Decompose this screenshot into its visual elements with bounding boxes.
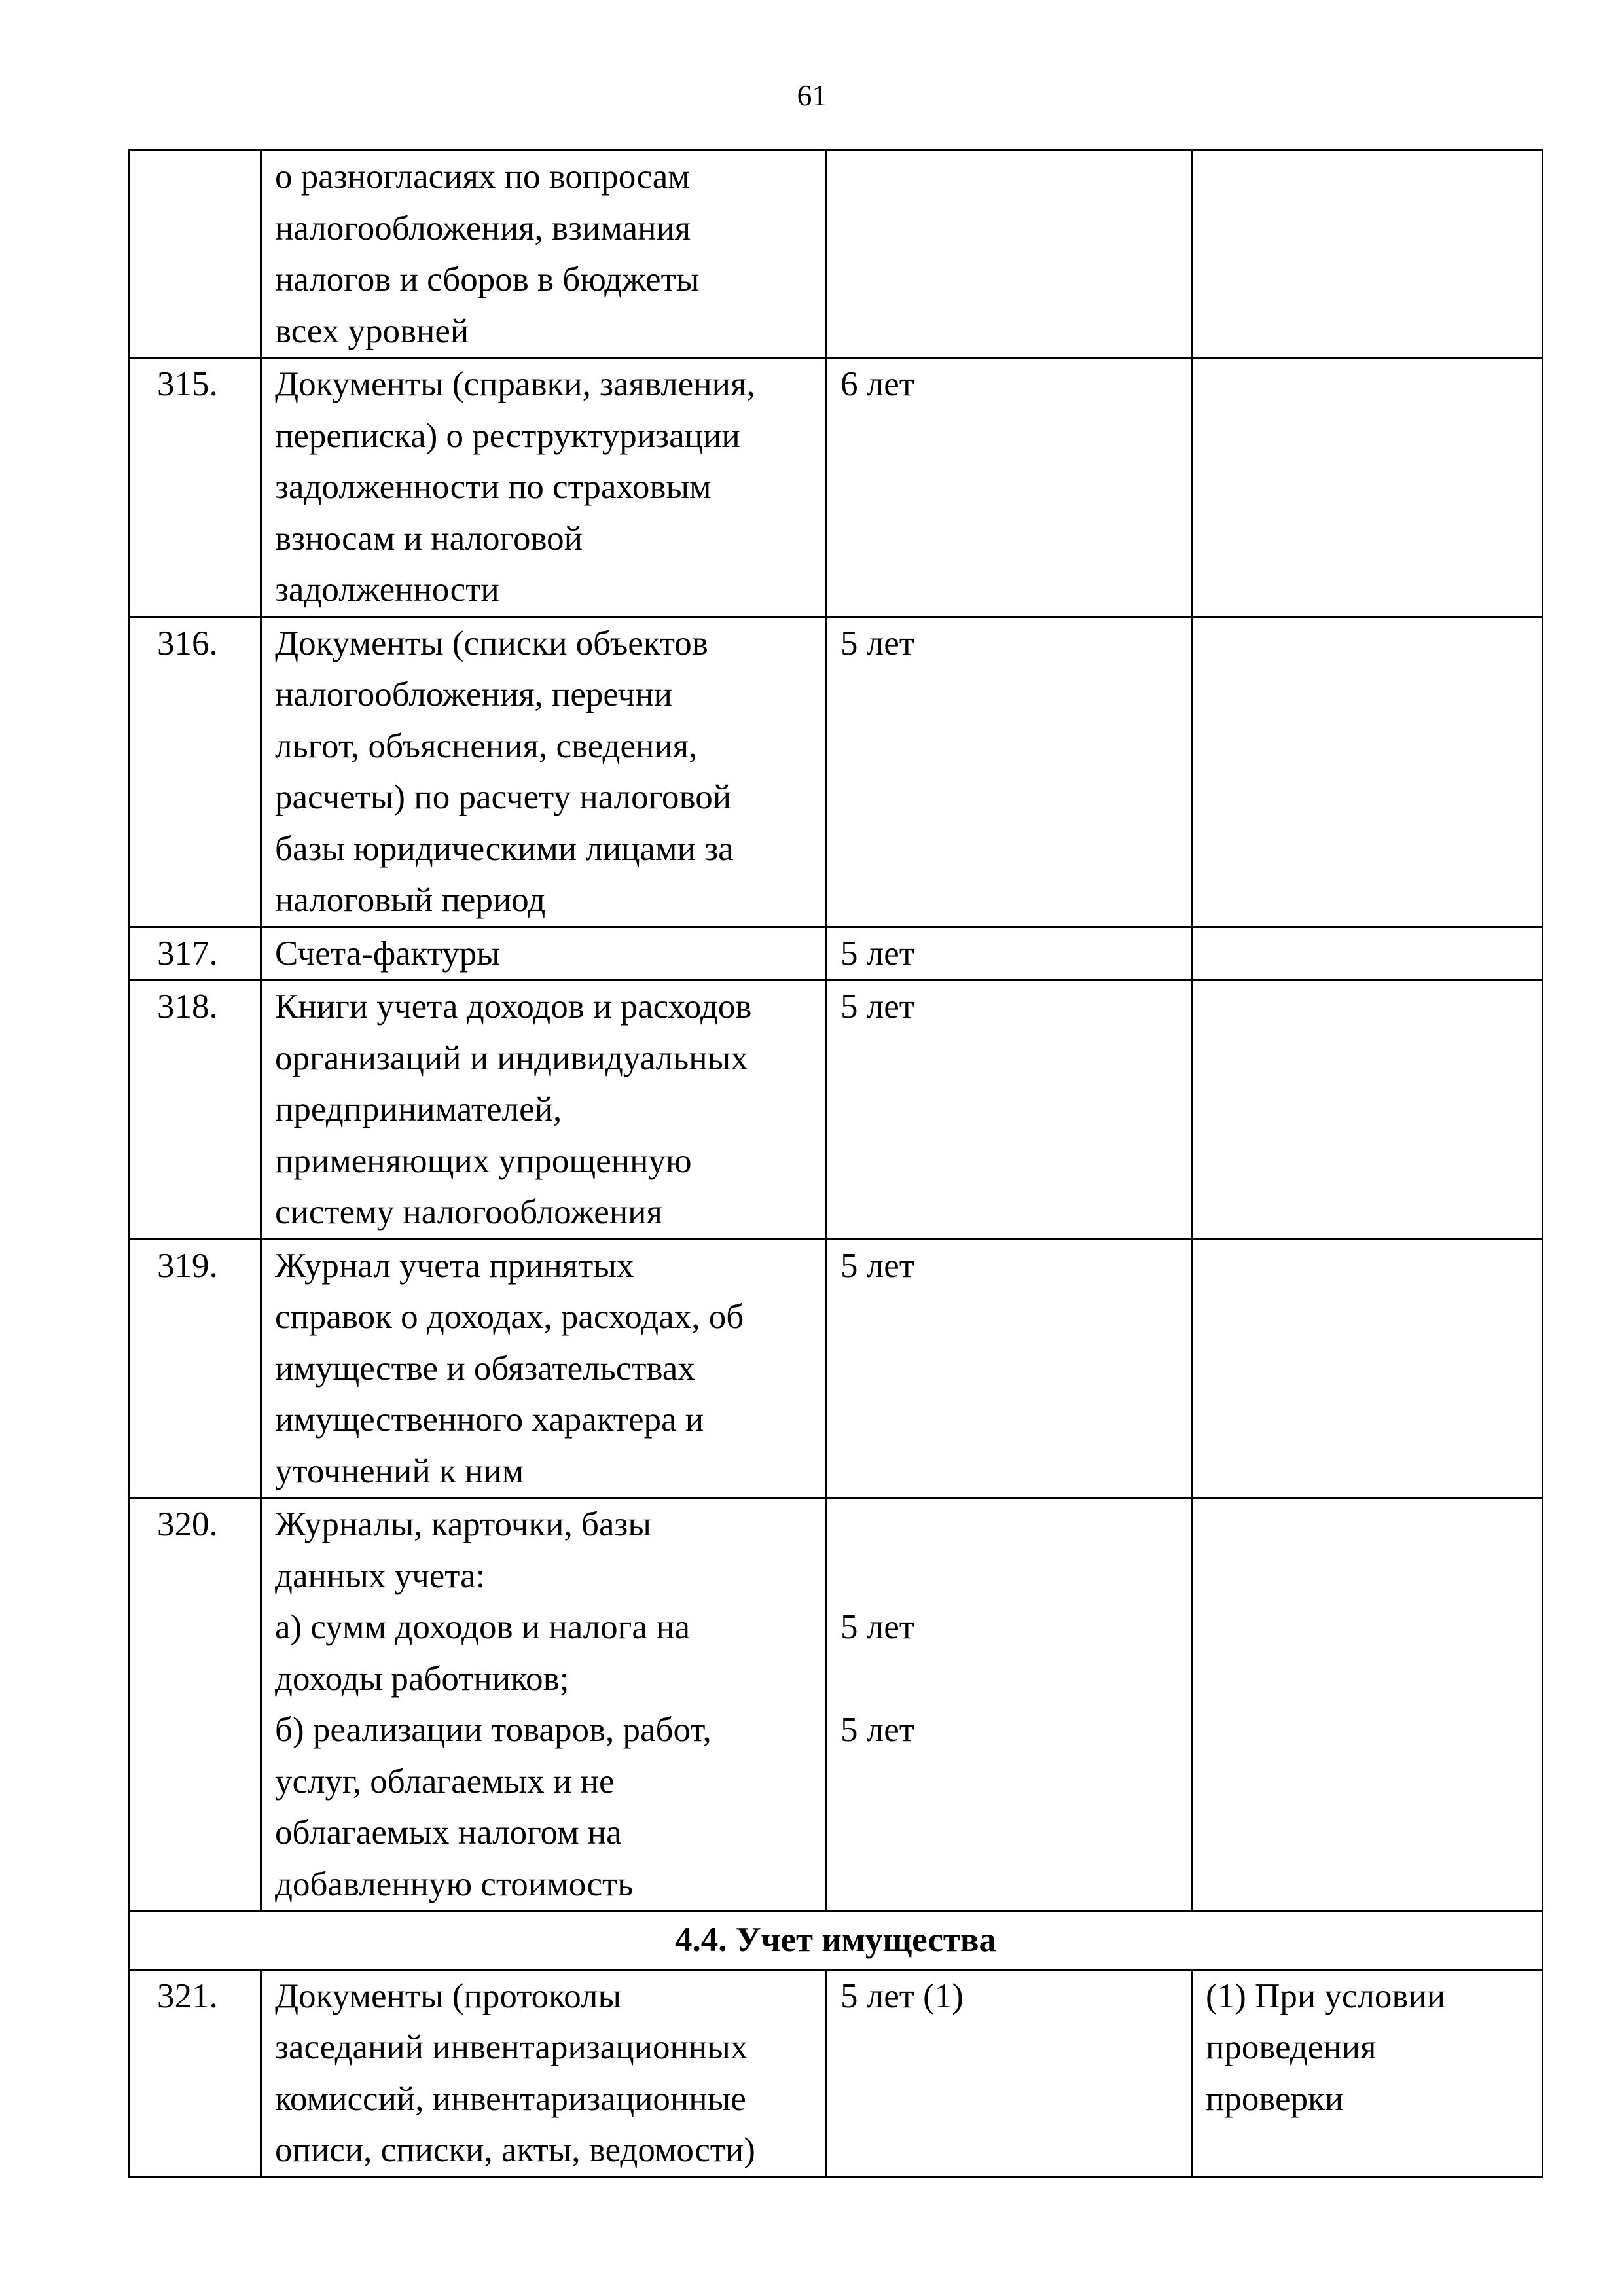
row-note bbox=[1192, 358, 1543, 617]
term-b: 5 лет bbox=[840, 1711, 914, 1749]
row-term: 5 лет bbox=[827, 927, 1192, 980]
row-number: 320. bbox=[129, 1498, 261, 1911]
table-row bbox=[129, 617, 1543, 927]
row-term bbox=[827, 151, 1192, 358]
term-a: 5 лет bbox=[840, 1608, 914, 1646]
row-description: Журналы, карточки, базы данных учета: а) сумм доходов и налога на доходы работников; б) реализации товаров, работ, услуг, облагаемых и не облагаемых налогом на добавленную стоимость bbox=[261, 1498, 827, 1911]
row-note bbox=[1192, 617, 1543, 927]
section-row bbox=[129, 1911, 1543, 1970]
table-row bbox=[129, 980, 1543, 1240]
page-number: 61 bbox=[797, 79, 827, 112]
row-term: 5 лет bbox=[827, 617, 1192, 927]
row-note bbox=[1192, 1498, 1543, 1911]
row-description: Документы (протоколы заседаний инвентаризационных комиссий, инвентаризационные описи, списки, акты, ведомости) bbox=[261, 1969, 827, 2177]
row-description: Счета-фактуры bbox=[261, 927, 827, 980]
row-term: 5 лет bbox=[827, 980, 1192, 1240]
row-note bbox=[1192, 151, 1543, 358]
retention-table bbox=[128, 149, 1543, 2178]
row-number: 321. bbox=[129, 1969, 261, 2177]
table-row bbox=[129, 1239, 1543, 1498]
table-row bbox=[129, 1498, 1543, 1911]
table-row bbox=[129, 1969, 1543, 2177]
row-description: Документы (списки объектов налогообложения, перечни льгот, объяснения, сведения, расчеты) по расчету налоговой базы юридическими лицами за налоговый период bbox=[261, 617, 827, 927]
row-term: 6 лет bbox=[827, 358, 1192, 617]
row-term bbox=[827, 1498, 1192, 1911]
row-number: 319. bbox=[129, 1239, 261, 1498]
row-note bbox=[1192, 980, 1543, 1240]
section-title: 4.4. Учет имущества bbox=[129, 1911, 1543, 1970]
row-description: Журнал учета принятых справок о доходах, расходах, об имуществе и обязательствах имущественного характера и уточнений к ним bbox=[261, 1239, 827, 1498]
table-row bbox=[129, 358, 1543, 617]
row-number: 315. bbox=[129, 358, 261, 617]
table-row bbox=[129, 151, 1543, 358]
row-description: о разногласиях по вопросам налогообложения, взимания налогов и сборов в бюджеты всех уровней bbox=[261, 151, 827, 358]
row-term: 5 лет (1) bbox=[827, 1969, 1192, 2177]
row-description: Книги учета доходов и расходов организаций и индивидуальных предпринимателей, применяющих упрощенную систему налогообложения bbox=[261, 980, 827, 1240]
table-row bbox=[129, 927, 1543, 980]
row-term: 5 лет bbox=[827, 1239, 1192, 1498]
row-note bbox=[1192, 1239, 1543, 1498]
row-number: 318. bbox=[129, 980, 261, 1240]
row-description: Документы (справки, заявления, переписка) о реструктуризации задолженности по страховым взносам и налоговой задолженности bbox=[261, 358, 827, 617]
row-number bbox=[129, 151, 261, 358]
row-number: 317. bbox=[129, 927, 261, 980]
row-note: (1) При условии проведения проверки bbox=[1192, 1969, 1543, 2177]
row-note bbox=[1192, 927, 1543, 980]
row-number: 316. bbox=[129, 617, 261, 927]
